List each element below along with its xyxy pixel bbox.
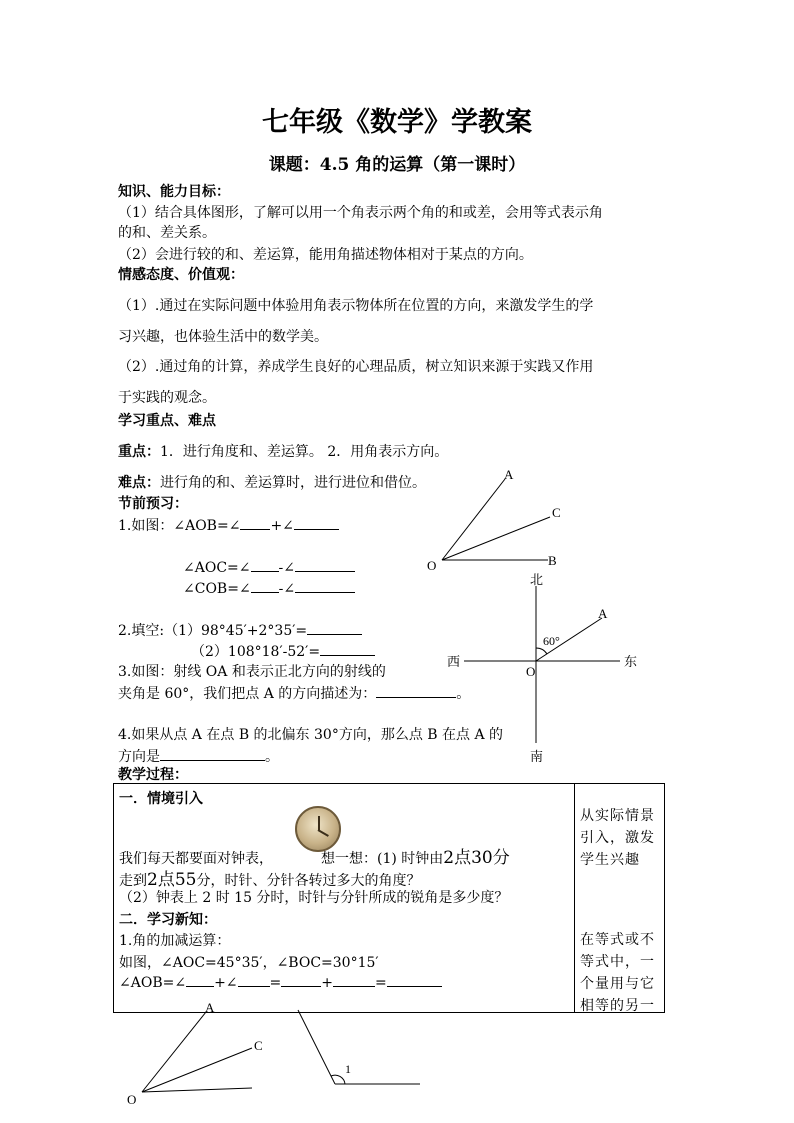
label-west: 西 <box>447 654 461 669</box>
ray-oc <box>142 1048 252 1092</box>
teaching-table <box>113 783 665 1013</box>
side-note-1: 从实际情景引入，激发学生兴趣 <box>580 808 655 868</box>
knowledge-item2: （2）会进行较的和、差运算，能用角描述物体相对于某点的方向。 <box>118 247 533 263</box>
emotion-item1-line1: （1）.通过在实际问题中体验用角表示物体所在位置的方向，来激发学生的学 <box>118 298 594 314</box>
lesson-subtitle: 课题：4.5 角的运算（第一课时） <box>268 155 526 175</box>
label-east: 东 <box>624 654 638 669</box>
label-c: C <box>552 505 561 520</box>
label-o: O <box>427 558 437 573</box>
blank <box>238 972 270 987</box>
column-divider <box>574 784 575 1012</box>
blank <box>251 578 279 593</box>
focus-text: 1．进行角度和、差运算。 2．用角表示方向。 <box>160 444 449 460</box>
blank <box>294 515 339 530</box>
clock-text-d: 分，时针、分针各转过多大的角度？ <box>196 873 421 889</box>
blank <box>333 972 375 987</box>
label-a: A <box>598 606 608 621</box>
focus-line <box>118 441 448 461</box>
preview-q2-1 <box>118 620 362 640</box>
q4-text: 方向是 <box>118 749 160 765</box>
preview-q4-line2 <box>118 746 279 766</box>
section-situation: 一．情境引入 <box>119 791 203 807</box>
formula-eq: = <box>269 975 282 991</box>
label-a: A <box>504 467 514 482</box>
blank <box>281 972 321 987</box>
q2-1-text: 2.填空:（1）98°45′+2°35′= <box>118 623 308 639</box>
q1-minus: -∠ <box>278 560 295 576</box>
clock-text-a: 我们每天都要面对钟表， <box>119 851 273 867</box>
difficulty-label: 难点： <box>118 475 160 491</box>
q1-plus: +∠ <box>270 518 294 534</box>
formula-plus: +∠ <box>214 975 238 991</box>
q1-cob-prefix: ∠COB=∠ <box>183 581 251 597</box>
label-b: B <box>548 553 557 568</box>
q4-end: 。 <box>265 749 279 765</box>
blank <box>295 557 355 572</box>
blank <box>320 641 375 656</box>
preview-q4-line1: 4.如果从点 A 在点 B 的北偏东 30°方向，那么点 B 在点 A 的 <box>118 727 504 743</box>
clock-time-a: 2点30分 <box>443 848 510 868</box>
focus-label: 重点： <box>118 444 160 460</box>
clock-time-b: 2点55 <box>147 870 197 890</box>
preview-q1-cob <box>183 578 355 597</box>
compass-figure <box>442 568 652 768</box>
knowledge-heading: 知识、能力目标： <box>118 184 230 200</box>
blank <box>295 578 355 593</box>
preview-q3-line1: 3.如图：射线 OA 和表示正北方向的射线的 <box>118 664 386 680</box>
formula-eq: = <box>375 975 387 991</box>
label-c: C <box>254 1038 263 1053</box>
blank <box>387 972 442 987</box>
formula-line <box>119 972 442 991</box>
emotion-item1-line2: 习兴趣，也体验生活中的数学美。 <box>118 329 328 345</box>
formula-plus2: + <box>321 975 334 991</box>
blank <box>160 746 265 761</box>
preview-q1-aob <box>118 515 339 535</box>
blank <box>186 972 214 987</box>
difficulty-text: 进行角的和、差运算时，进行进位和借位。 <box>160 475 426 491</box>
knowledge-item1-line1: （1）结合具体图形，了解可以用一个角表示两个角的和或差，会用等式表示角 <box>118 205 603 221</box>
preview-q3-line2 <box>118 683 470 703</box>
angle-figure <box>420 465 570 580</box>
process-heading: 教学过程： <box>118 767 188 783</box>
angle-one-figure <box>290 1000 430 1100</box>
page-title: 七年级《数学》学教案 <box>262 107 532 138</box>
ray-ob <box>142 1088 252 1092</box>
key-heading: 学习重点、难点 <box>118 413 216 429</box>
clock-question2: （2）钟表上 2 时 15 分时，时针与分针所成的锐角是多少度？ <box>119 890 509 906</box>
bottom-angle-figure <box>120 1000 280 1110</box>
section-new-knowledge: 二．学习新知： <box>119 912 217 928</box>
clock-text-b: 想一想：(1) 时钟由 <box>321 851 444 867</box>
q1-minus: -∠ <box>278 581 296 597</box>
blank <box>240 515 270 530</box>
q2-2-text: （2）108°18′-52′= <box>191 644 321 660</box>
side-note-2: 在等式或不等式中，一个量用与它相等的另一 <box>580 932 655 1014</box>
difficulty-line <box>118 472 426 492</box>
emotion-heading: 情感态度、价值观： <box>118 267 244 283</box>
preview-q2-2 <box>191 641 375 661</box>
sub-angle-ops: 1.角的加减运算： <box>119 933 231 949</box>
label-south: 南 <box>530 749 544 764</box>
blank <box>307 620 362 635</box>
label-60: 60° <box>543 634 560 648</box>
knowledge-item1-line2: 的和、差关系。 <box>118 225 216 241</box>
label-one: 1 <box>345 1062 351 1076</box>
angle-arc <box>536 648 547 654</box>
q3-end: 。 <box>456 686 471 702</box>
emotion-item2-line1: （2）.通过角的计算，养成学生良好的心理品质，树立知识来源于实践又作用 <box>118 359 594 375</box>
preview-q1-aoc <box>183 557 355 576</box>
label-o: O <box>526 664 536 679</box>
label-north: 北 <box>530 572 544 587</box>
label-a: A <box>205 1000 215 1015</box>
blank <box>251 557 279 572</box>
formula-prefix: ∠AOB=∠ <box>119 975 187 991</box>
clock-text-c: 走到 <box>119 873 147 889</box>
ray-oa <box>142 1012 206 1092</box>
q1-aob-prefix: 1.如图：∠AOB=∠ <box>118 518 241 534</box>
q3-text: 夹角是 60°，我们把点 A 的方向描述为： <box>118 686 377 702</box>
q1-aoc-prefix: ∠AOC=∠ <box>183 560 251 576</box>
ray-upper <box>298 1010 335 1084</box>
label-o: O <box>127 1092 137 1107</box>
preview-heading: 节前预习： <box>118 496 188 512</box>
example-line: 如图，∠AOC=45°35′，∠BOC=30°15′ <box>119 955 379 971</box>
emotion-item2-line2: 于实践的观念。 <box>118 390 216 406</box>
